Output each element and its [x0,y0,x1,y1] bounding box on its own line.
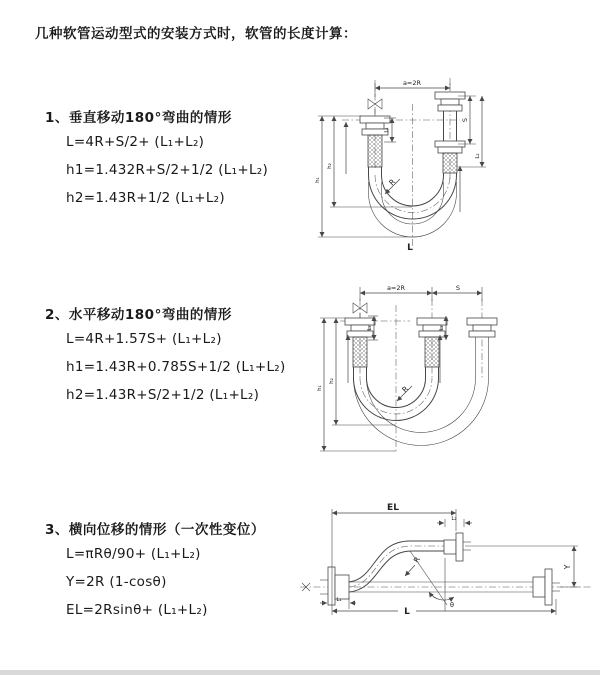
dim-l2-label: L₂ [475,153,481,159]
length-label: L [407,243,413,253]
dim-h2-label: h₂ [329,378,335,384]
section-3-heading: 3、横向位移的情形（一次性变位） [45,522,265,538]
dim-a2r-label: a=2R [386,284,406,292]
angle-theta-label: θ [450,601,454,609]
dim-l-label: L [404,607,410,617]
radius-callout [385,177,400,194]
dim-s-label: S [455,284,461,292]
dim-y [465,546,580,587]
diagram-vertical-180-bend [312,70,594,262]
page-title: 几种软管运动型式的安装方式时，软管的长度计算： [35,26,357,42]
dim-a2r [360,284,482,301]
dim-l [332,599,556,617]
dim-l1-label: L₁ [336,597,342,603]
flange-left [320,567,349,605]
radius-label: R [400,384,411,395]
hose-s-curve [349,541,444,592]
dim-l1-label: L₁ [384,127,390,133]
dim-l1 [320,597,356,609]
radius-callout [405,555,422,576]
section-3-formula-EL: EL=2Rsinθ+ (L₁+L₂) [66,602,208,618]
hose-u-bend-original [354,378,439,421]
dim-y-label: Y [563,564,572,570]
section-1-formula-h2: h2=1.43R+1/2 (L₁+L₂) [66,190,225,206]
dim-s [458,96,476,144]
dim-el-label: EL [387,503,399,513]
radius-label: R [387,177,398,188]
section-1-formula-h1: h1=1.432R+S/2+1/2 (L₁+L₂) [66,162,269,178]
section-2-formula-h2: h2=1.43R+S/2+1/2 (L₁+L₂) [66,387,260,403]
flange-right-moved [444,533,471,561]
section-2-heading: 2、水平移动180°弯曲的情形 [45,307,232,323]
section-2-formula-L: L=4R+1.57S+ (L₁+L₂) [66,331,222,347]
page-bottom-edge [0,670,600,675]
section-3-formula-L: L=πRθ/90+ (L₁+L₂) [66,546,201,562]
hose-u-bend-moved [354,378,489,446]
radius-callout [397,384,412,401]
dim-s-label: S [461,117,469,123]
dim-l2 [437,516,472,527]
dim-a2r-label: a=2R [402,79,422,87]
dim-el [332,503,456,615]
dim-l2-label: L₂ [439,325,445,331]
section-2-formula-h1: h1=1.43R+0.785S+1/2 (L₁+L₂) [66,359,286,375]
dim-l2-label: L₂ [451,516,457,522]
section-3-formula-Y: Y=2R (1-cosθ) [66,574,167,590]
dim-s [432,284,482,293]
section-1-formula-L: L=4R+S/2+ (L₁+L₂) [66,134,205,150]
diagram-horizontal-180-bend [312,283,594,463]
dim-h2-label: h₂ [327,163,333,169]
radius-label: R [411,555,423,565]
dim-h1-label: h₁ [317,385,323,391]
diagram-lateral-displacement [298,503,600,648]
dim-h1-label: h₁ [315,177,321,183]
pipe-left [360,116,390,175]
dim-l1-label: L₁ [367,325,373,331]
section-1-heading: 1、垂直移动180°弯曲的情形 [45,110,232,126]
